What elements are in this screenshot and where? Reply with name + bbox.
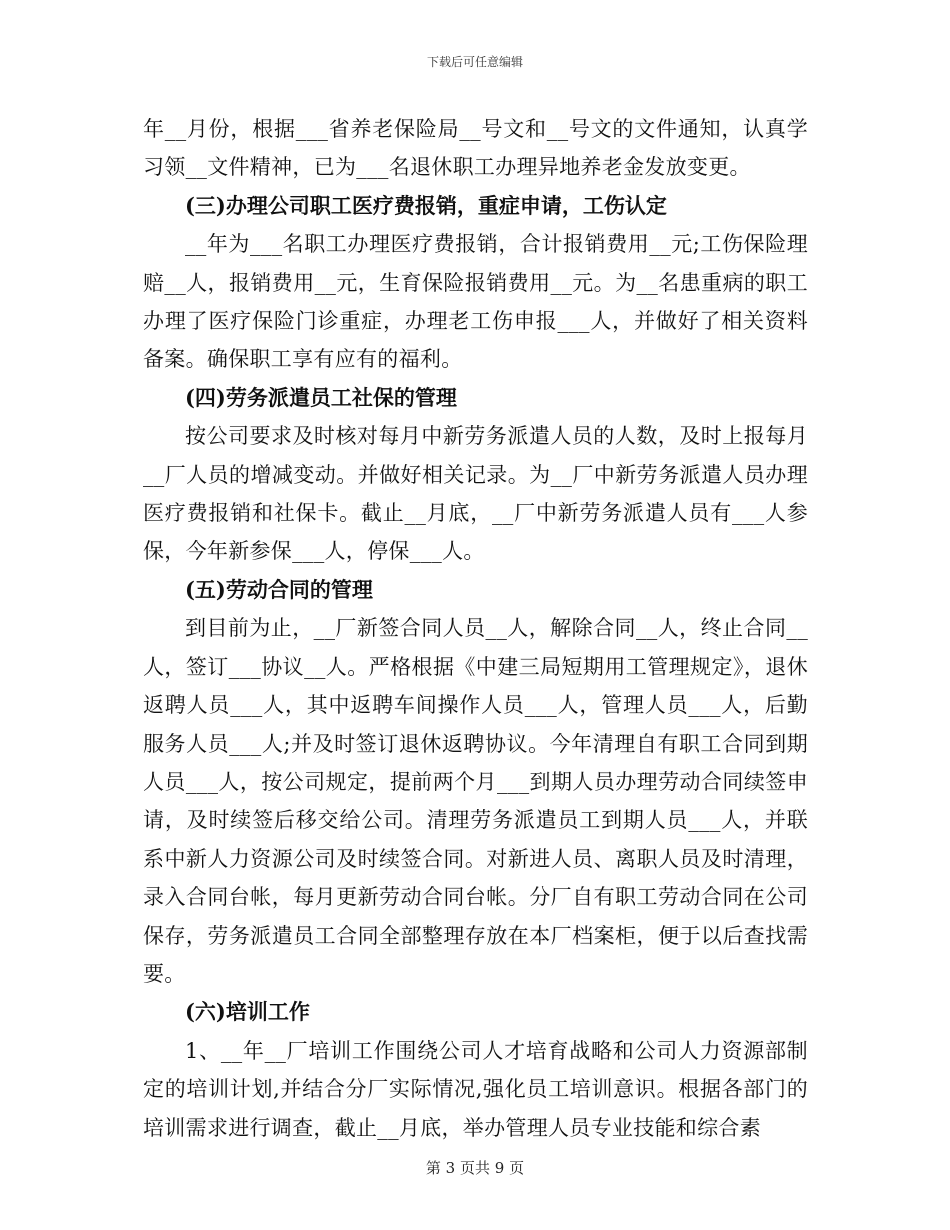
page-header: 下载后可任意编辑 bbox=[426, 55, 523, 69]
paragraph-medical: __年为___名职工办理医疗费报销，合计报销费用__元;工伤保险理赔__人，报销费用__元，生育保险报销费用__元。为__名患重病的职工办理了医疗保险门诊重症，办理老工伤申报___人，并做好了相关资料备案。确保职工享有应有的福利。 bbox=[143, 232, 808, 372]
paragraph-training: 1、__年__厂培训工作围绕公司人才培育战略和公司人力资源部制定的培训计划,并结合分厂实际情况,强化员工培训意识。根据各部门的培训需求进行调查，截止__月底，举办管理人员专业技能和综合素 bbox=[143, 1038, 808, 1140]
paragraph-intro: 年__月份，根据___省养老保险局__号文和__号文的文件通知，认真学习领__文件精神，已为___名退休职工办理异地养老金发放变更。 bbox=[143, 117, 808, 180]
section-heading-6: (六)培训工作 bbox=[185, 999, 310, 1025]
page-number: 第 3 页共 9 页 bbox=[425, 1159, 525, 1177]
section-heading-3: (三)办理公司职工医疗费报销，重症申请，工伤认定 bbox=[185, 192, 667, 218]
paragraph-dispatch: 按公司要求及时核对每月中新劳务派遣人员的人数，及时上报每月__厂人员的增减变动。并做好相关记录。为__厂中新劳务派遣人员办理医疗费报销和社保卡。截止__月底，__厂中新劳务派遣人员有___人参保，今年新参保___人，停保___人。 bbox=[143, 424, 808, 564]
section-heading-4: (四)劳务派遣员工社保的管理 bbox=[185, 384, 457, 410]
document-body bbox=[143, 110, 808, 1147]
paragraph-contracts: 到目前为止，__厂新签合同人员__人，解除合同__人，终止合同__人，签订___协议__人。严格根据《中建三局短期用工管理规定》，退休返聘人员___人，其中返聘车间操作人员___人，管理人员___人，后勤服务人员___人;并及时签订退休返聘协议。今年清理自有职工合同到期人员___人，按公司规定，提前两个月___到期人员办理劳动合同续签申请，及时续签后移交给公司。清理劳务派遣员工到期人员___人，并联系中新人力资源公司及时续签合同。对新进人员、离职人员及时清理，录入合同台帐，每月更新劳动合同台帐。分厂自有职工劳动合同在公司保存，劳务派遣员工合同全部整理存放在本厂档案柜，便于以后查找需要。 bbox=[143, 616, 808, 986]
section-heading-5: (五)劳动合同的管理 bbox=[185, 576, 373, 602]
